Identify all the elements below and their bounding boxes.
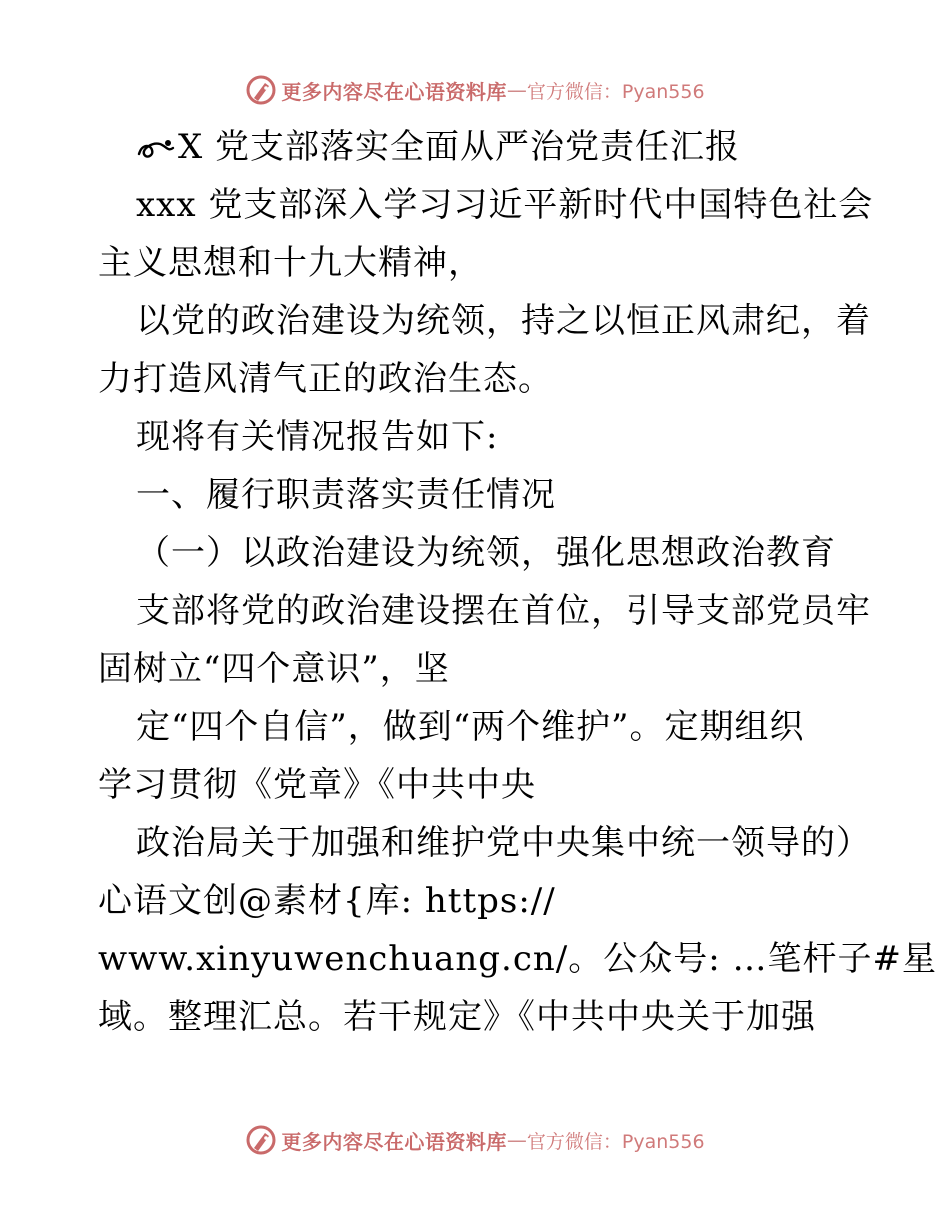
- body-line: 固树立“四个意识”，坚: [98, 649, 450, 689]
- flourish-ornament-icon: [136, 130, 176, 164]
- pen-nib-logo-icon: [245, 1124, 277, 1156]
- body-line: 主义思想和十九大精神，: [98, 243, 483, 283]
- watermark-separator: —: [506, 1128, 527, 1152]
- body-line: 定“四个自信”，做到“两个维护”。定期组织: [136, 707, 805, 747]
- body-line: 政治局关于加强和维护党中央集中统一领导的）: [136, 823, 871, 863]
- body-line: 力打造风清气正的政治生态。: [98, 359, 553, 399]
- section-heading: 一、履行职责落实责任情况: [136, 475, 556, 515]
- watermark-main-text: 更多内容尽在心语资料库: [281, 79, 507, 104]
- footer-watermark: [0, 1120, 950, 1160]
- header-watermark: [0, 70, 950, 110]
- watermark-sub-text: 官方微信：Pyan556: [526, 1130, 705, 1153]
- pen-nib-logo-icon: [245, 74, 277, 106]
- document-body: [98, 118, 937, 1046]
- body-line: 现将有关情况报告如下:: [136, 417, 499, 457]
- watermark-separator: —: [506, 78, 527, 102]
- document-title-text: X 党支部落实全面从严治党责任汇报: [178, 127, 741, 167]
- body-line: xxx 党支部深入学习习近平新时代中国特色社会: [136, 185, 874, 225]
- document-title: [98, 118, 858, 176]
- watermark-main-text: 更多内容尽在心语资料库: [281, 1129, 507, 1154]
- subsection-heading: （一）以政治建设为统领，强化思想政治教育: [136, 533, 836, 573]
- watermark-sub-text: 官方微信：Pyan556: [526, 80, 705, 103]
- body-line: 心语文创@素材{库: https://: [98, 881, 556, 921]
- body-line: 域。整理汇总。若干规定》《中共中央关于加强: [98, 997, 816, 1037]
- body-line: 以党的政治建设为统领，持之以恒正风肃纪，着: [136, 301, 871, 341]
- body-line: 学习贯彻《党章》《中共中央: [98, 765, 536, 805]
- body-line: 支部将党的政治建设摆在首位，引导支部党员牢: [136, 591, 871, 631]
- body-line: www.xinyuwenchuang.cn/。公众号: …笔杆子#星: [98, 939, 937, 979]
